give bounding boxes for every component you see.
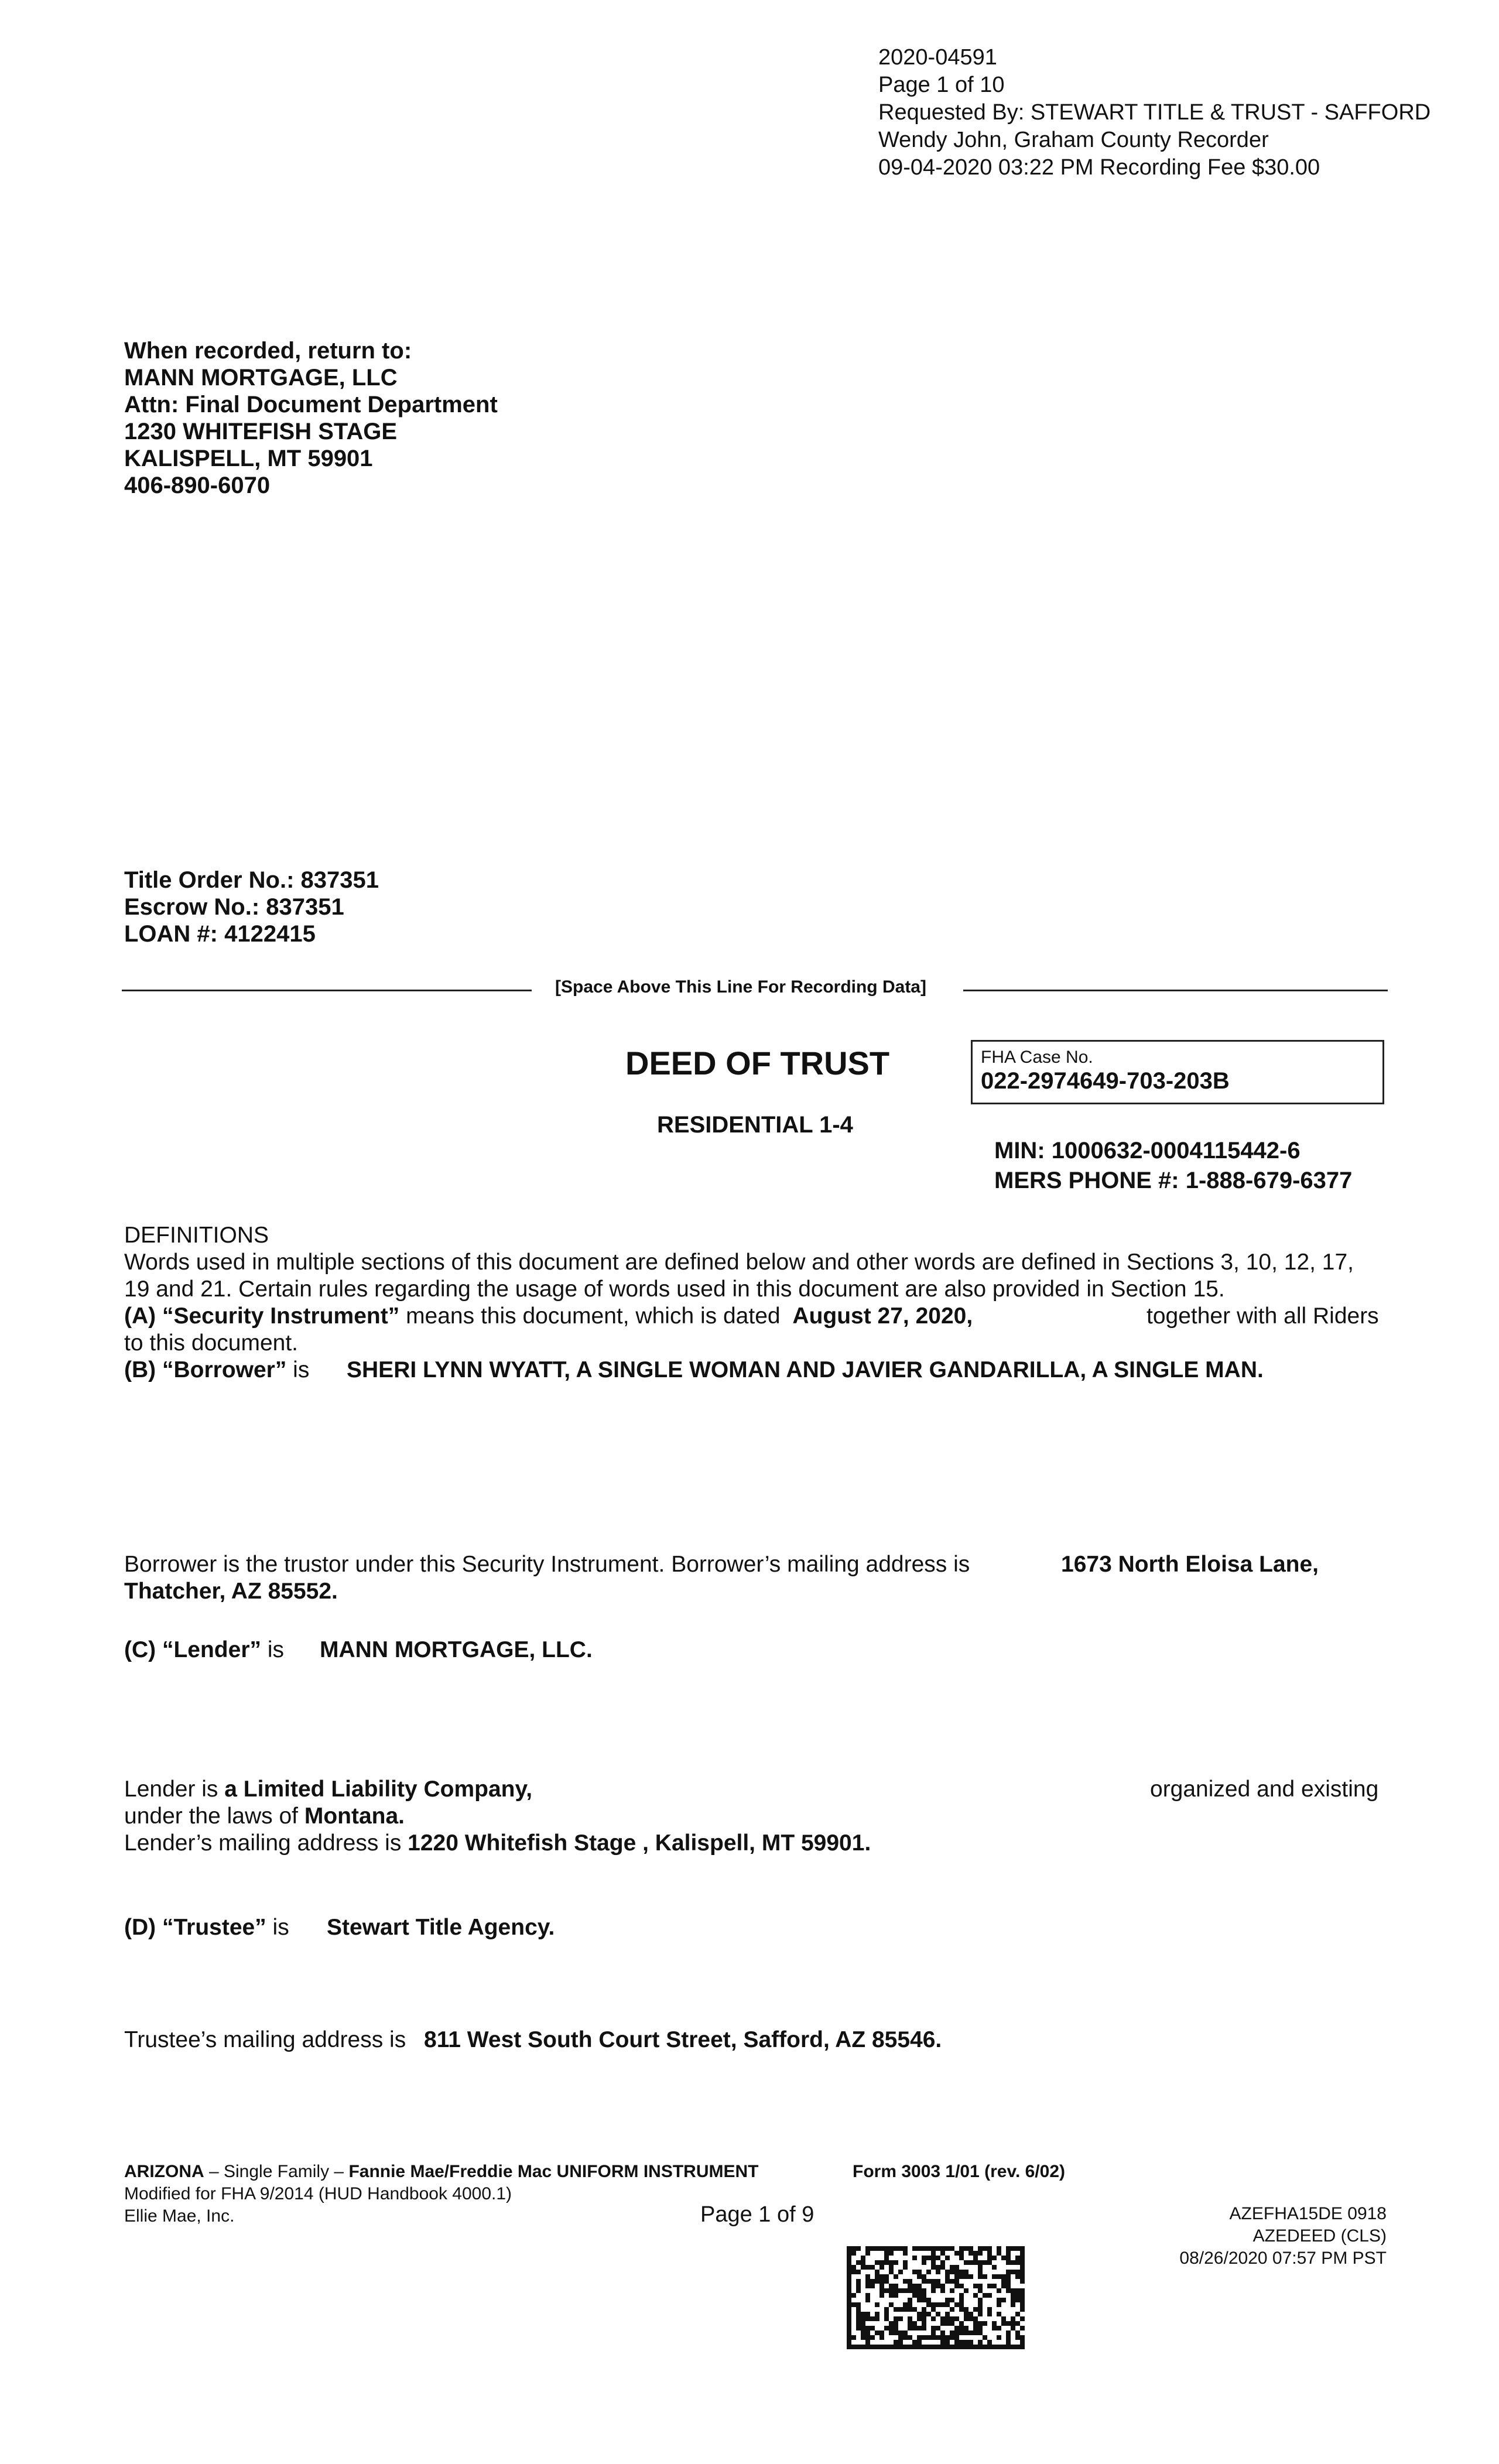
recording-requested-by: Requested By: STEWART TITLE & TRUST - SAFFORD	[878, 100, 1431, 125]
mers-min: MIN: 1000632-0004115442-6	[994, 1138, 1300, 1163]
footer-page-number: Page 1 of 9	[700, 2202, 814, 2227]
fha-case-number: 022-2974649-703-203B	[981, 1068, 1230, 1094]
definitions-heading: DEFINITIONS	[124, 1223, 269, 1248]
lender-is: Lender is	[124, 1777, 225, 1802]
lender-laws-line	[124, 1802, 405, 1830]
definition-d-label: (D) “Trustee”	[124, 1915, 266, 1940]
trustee-mailing-label: Trustee’s mailing address is	[124, 2027, 413, 2052]
lender-laws: under the laws of	[124, 1803, 304, 1829]
lender-mailing-line	[124, 1829, 871, 1857]
return-to-street: 1230 WHITEFISH STAGE	[124, 419, 398, 444]
return-to-block	[124, 337, 498, 499]
definitions-intro-line1: Words used in multiple sections of this document are defined below and other words are defined in Sections 3, 10, 12, 17,	[124, 1250, 1354, 1275]
definition-a-label: (A) “Security Instrument”	[124, 1303, 400, 1329]
return-to-attn: Attn: Final Document Department	[124, 392, 498, 417]
footer-form-number: Form 3003 1/01 (rev. 6/02)	[853, 2162, 1065, 2181]
borrower-address-line1: 1673 North Eloisa Lane,	[1061, 1552, 1319, 1577]
title-order-number: Title Order No.: 837351	[124, 867, 379, 893]
lender-address: 1220 Whitefish Stage , Kalispell, MT 59901.	[408, 1830, 871, 1856]
mers-phone: MERS PHONE #: 1-888-679-6377	[994, 1168, 1353, 1193]
definition-b-label: (B) “Borrower”	[124, 1357, 287, 1382]
return-to-phone: 406-890-6070	[124, 473, 271, 498]
order-numbers	[124, 867, 379, 947]
document-subtitle: RESIDENTIAL 1-4	[657, 1112, 853, 1138]
definition-b-is: is	[286, 1357, 310, 1382]
definitions-intro-line2: 19 and 21. Certain rules regarding the usage of words used in this document are also provided in Section 15.	[124, 1277, 1225, 1302]
fha-case-box	[971, 1040, 1384, 1104]
footer-modified: Modified for FHA 9/2014 (HUD Handbook 4000.1)	[124, 2184, 512, 2203]
definition-a-continuation: to this document.	[124, 1330, 298, 1356]
definition-b	[124, 1356, 309, 1384]
trustee-address: 811 West South Court Street, Safford, AZ 85546.	[424, 2027, 942, 2052]
footer-single-family: – Single Family –	[204, 2162, 349, 2181]
lender-type: a Limited Liability Company,	[224, 1777, 533, 1802]
footer-codes	[1179, 2203, 1387, 2270]
separator-text: [Space Above This Line For Recording Data]	[555, 977, 926, 997]
separator-line-left	[122, 990, 532, 991]
footer-timestamp: 08/26/2020 07:57 PM PST	[1179, 2249, 1387, 2268]
borrower-address-line2: Thatcher, AZ 85552.	[124, 1579, 338, 1604]
lender-type-line	[124, 1775, 532, 1803]
mers-block	[994, 1136, 1352, 1196]
lender-name: MANN MORTGAGE, LLC.	[320, 1637, 593, 1662]
definition-a-date: August 27, 2020,	[792, 1303, 973, 1329]
recording-recorder: Wendy John, Graham County Recorder	[878, 128, 1269, 152]
footer-vendor: Ellie Mae, Inc.	[124, 2206, 235, 2226]
loan-number: LOAN #: 4122415	[124, 921, 316, 947]
footer-form-line	[124, 2161, 759, 2183]
separator-line-right	[963, 990, 1388, 991]
recording-page: Page 1 of 10	[878, 73, 1005, 97]
footer-code-form: AZEFHA15DE 0918	[1229, 2204, 1387, 2223]
recording-date-fee: 09-04-2020 03:22 PM Recording Fee $30.00	[878, 155, 1320, 180]
definition-d	[124, 1914, 289, 1941]
definition-c	[124, 1636, 284, 1664]
trustee-mailing-line	[124, 2026, 942, 2054]
lender-organized: organized and existing	[1150, 1777, 1379, 1802]
lender-state: Montana.	[304, 1803, 405, 1829]
definition-a-tail: together with all Riders	[1147, 1303, 1379, 1329]
definition-a-text: means this document, which is dated	[399, 1303, 787, 1329]
return-to-city: KALISPELL, MT 59901	[124, 446, 373, 471]
return-to-heading: When recorded, return to:	[124, 338, 412, 364]
lender-mailing-label: Lender’s mailing address is	[124, 1830, 408, 1856]
barcode-icon	[847, 2246, 1025, 2349]
escrow-number: Escrow No.: 837351	[124, 894, 344, 920]
definition-a	[124, 1302, 973, 1330]
fha-case-label: FHA Case No.	[981, 1048, 1093, 1067]
footer-state: ARIZONA	[124, 2162, 204, 2181]
document-title: DEED OF TRUST	[625, 1045, 890, 1082]
recording-stamp	[878, 44, 1430, 182]
definition-c-label: (C) “Lender”	[124, 1637, 261, 1662]
definition-c-is: is	[261, 1637, 284, 1662]
borrower-address-text: Borrower is the trustor under this Security Instrument. Borrower’s mailing address is	[124, 1552, 970, 1577]
footer-instrument: Fannie Mae/Freddie Mac UNIFORM INSTRUMENT	[348, 2162, 759, 2181]
definition-d-is: is	[266, 1915, 289, 1940]
return-to-company: MANN MORTGAGE, LLC	[124, 365, 398, 391]
recording-doc-number: 2020-04591	[878, 45, 997, 70]
borrower-names: SHERI LYNN WYATT, A SINGLE WOMAN AND JAVIER GANDARILLA, A SINGLE MAN.	[347, 1357, 1264, 1382]
trustee-name: Stewart Title Agency.	[327, 1915, 555, 1940]
footer-code-deed: AZEDEED (CLS)	[1252, 2226, 1387, 2246]
